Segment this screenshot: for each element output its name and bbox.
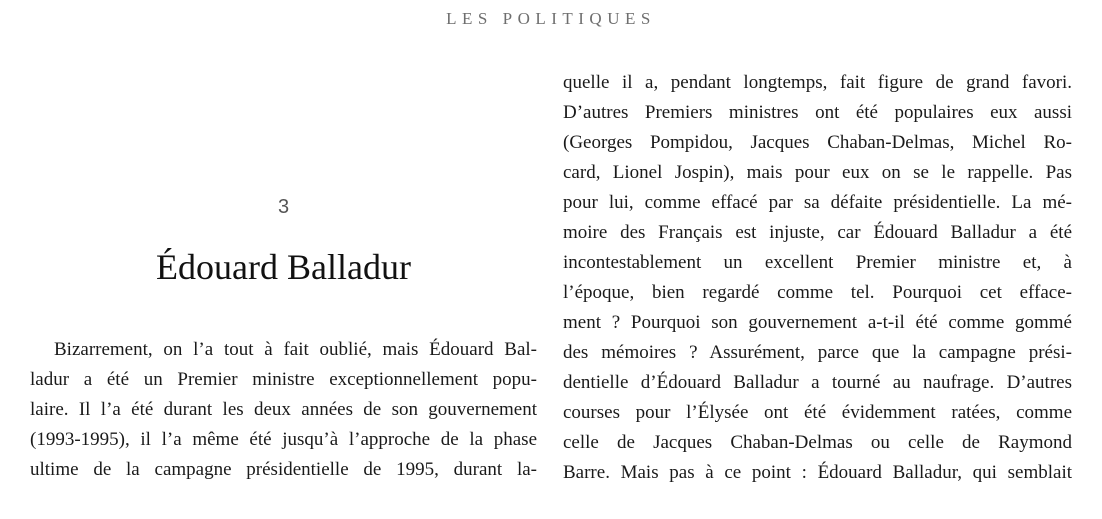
left-column-text (30, 335, 537, 485)
text-line: (Georges Pompidou, Jacques Chaban-Delmas, Michel Ro- (563, 132, 1072, 153)
chapter-number: 3 (277, 196, 290, 218)
text-line: courses pour l’Élysée ont été évidemment ratées, comme (563, 402, 1072, 423)
text-line: ultime de la campagne présidentielle de 1995, durant la- (30, 459, 537, 480)
text-line: Bizarrement, on l’a tout à fait oublié, mais Édouard Bal- (54, 339, 537, 360)
text-line: incontestablement un excellent Premier ministre et, à (563, 252, 1072, 273)
right-column-text (563, 68, 1072, 488)
text-line: quelle il a, pendant longtemps, fait figure de grand favori. (563, 72, 1072, 93)
text-line: Barre. Mais pas à ce point : Édouard Balladur, qui semblait (563, 462, 1072, 483)
text-line: celle de Jacques Chaban-Delmas ou celle de Raymond (563, 432, 1072, 453)
text-line: card, Lionel Jospin), mais pour eux on se le rappelle. Pas (563, 162, 1072, 183)
chapter-title: Édouard Balladur (156, 247, 411, 287)
running-header: LES POLITIQUES (446, 9, 656, 28)
text-line: laire. Il l’a été durant les deux années de son gouvernement (30, 399, 537, 420)
text-line: D’autres Premiers ministres ont été populaires eux aussi (563, 102, 1072, 123)
text-line: (1993-1995), il l’a même été jusqu’à l’approche de la phase (30, 429, 537, 450)
text-line: des mémoires ? Assurément, parce que la campagne prési- (563, 342, 1072, 363)
text-line: ment ? Pourquoi son gouvernement a-t-il été comme gommé (563, 312, 1072, 333)
text-line: l’époque, bien regardé comme tel. Pourquoi cet efface- (563, 282, 1072, 303)
text-line: pour lui, comme effacé par sa défaite présidentielle. La mé- (563, 192, 1072, 213)
text-line: moire des Français est injuste, car Édouard Balladur a été (563, 222, 1072, 243)
text-line: dentielle d’Édouard Balladur a tourné au naufrage. D’autres (563, 372, 1072, 393)
text-line: ladur a été un Premier ministre exceptionnellement popu- (30, 369, 537, 390)
